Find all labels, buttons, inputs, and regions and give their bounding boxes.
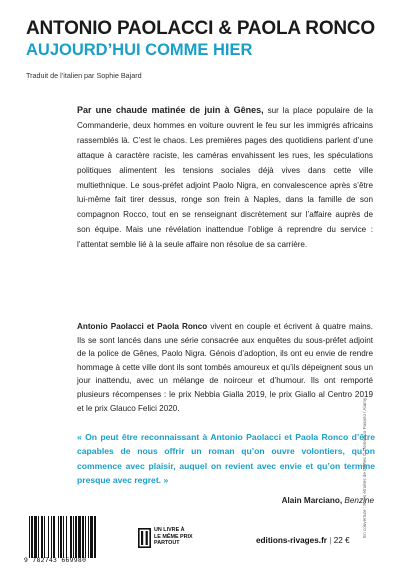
quote-author: Alain Marciano,	[281, 496, 343, 505]
barcode-bar	[90, 516, 93, 558]
price: 22 €	[333, 536, 350, 545]
press-quote: « On peut être reconnaissant à Antonio Paolacci et Paola Ronco d’être capables de nous offrir un roman qu’on ouvre volontiers, qu’on commence avec plaisir, auquel on revient avec envie et qu’on termine presque avec regret. »	[77, 432, 375, 486]
barcode-bar	[34, 516, 37, 558]
book-title: AUJOURD’HUI COMME HIER	[26, 41, 253, 59]
footer-separator: |	[329, 536, 332, 545]
bio-text: vivent en couple et écrivent à quatre mains. Ils se sont lancés dans une série consacrée aux enquêtes du sous-préfet adjoint de la police de Gênes, Paolo Nigra. Génois d’adoption, ils ont eu envie de rendre hommage à cette ville dont ils sont tombés amoureux et qu’ils dépeignent sous un jour inattendu, avec un mélange de noirceur et d’humour. Ils ont remporté plusieurs récompenses : le prix Nebbia Gialla 2019, le prix Giallo al Centro 2019 et le prix Glauco Felici 2020.	[77, 322, 373, 413]
translator-credit: Traduit de l’italien par Sophie Bajard	[26, 71, 142, 80]
barcode-bar	[94, 516, 96, 558]
author-bio	[77, 320, 373, 415]
barcode-bar	[53, 516, 55, 558]
barcode-bar	[31, 516, 33, 558]
quote-source: Benzine	[344, 496, 374, 505]
barcode-bar	[60, 516, 62, 558]
barcode-bar	[58, 516, 59, 558]
publisher-line	[256, 536, 350, 545]
summary-text: sur la place populaire de la Commanderie, deux hommes en voiture ouvrent le feu sur les immigrés africains rassemblés là. C’est le chaos. Les premières pages des quotidiens parlent d’une attaque à caractère raciste, les caméras envahissent les rues, les spéculations politiques alimentent les tensions sociales déjà vives dans cette ville multiethnique. Le sous-préfet adjoint Paolo Nigra, en convalescence après s’être lui-même fait tirer dessus, ronge son frein à Naples, dans la famille de son compagnon Rocco, tout en se renseignant discrètement sur l’affaire auprès de son équipe. Mais une révélation inattendue l’oblige à reprendre du service : l’attentat semble lié à la seule affaire non résolue de sa carrière.	[77, 106, 373, 250]
barcode-bar	[70, 516, 72, 558]
barcode-bar	[75, 516, 77, 558]
prix-unique-label	[154, 527, 204, 547]
barcode-bar	[88, 516, 89, 558]
cover-photo-credit: En couverture : Rues étroites de Gênes © Domenico Fasano / Alamy	[362, 397, 367, 538]
summary-lead: Par une chaude matinée de juin à Gênes,	[77, 105, 264, 115]
bio-names: Antonio Paolacci et Paola Ronco	[77, 322, 208, 331]
barcode-bar	[73, 516, 74, 558]
barcode-number: 9 782743 669980	[24, 556, 87, 564]
prix-unique-line: LE MÊME PRIX	[154, 533, 193, 540]
quote-attribution	[282, 496, 374, 505]
barcode	[28, 516, 112, 558]
barcode-bar	[29, 516, 30, 558]
summary-paragraph	[77, 103, 373, 253]
author-names: ANTONIO PAOLACCI & PAOLA RONCO	[26, 18, 376, 39]
barcode-bar	[44, 516, 45, 558]
barcode-bar	[48, 516, 49, 558]
barcode-bar	[41, 516, 43, 558]
prix-unique-line: PARTOUT	[154, 540, 180, 547]
barcode-bar	[85, 516, 86, 558]
barcode-bar	[78, 516, 81, 558]
barcode-bar	[63, 516, 64, 558]
publisher-url[interactable]: editions-rivages.fr	[256, 536, 327, 545]
prix-unique-line: UN LIVRE À	[154, 527, 185, 533]
barcode-bar	[51, 516, 52, 558]
barcode-bar	[82, 516, 84, 558]
barcode-bar	[38, 516, 39, 558]
barcode-bar	[66, 516, 67, 558]
book-price-icon	[138, 528, 151, 548]
